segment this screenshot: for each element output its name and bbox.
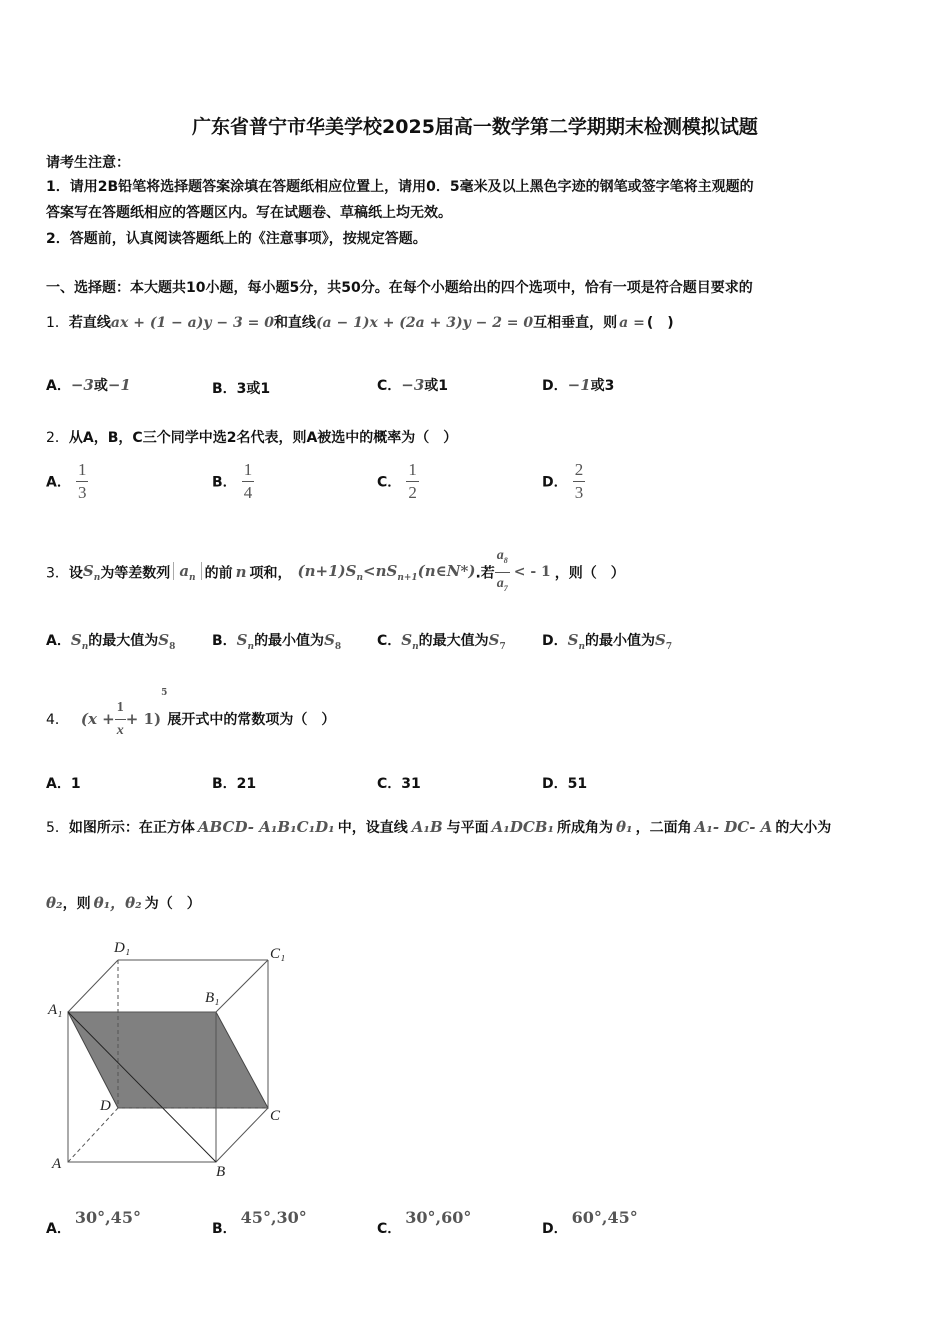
q1-text: 和直线: [273, 315, 316, 331]
numerator: 1: [115, 697, 126, 720]
option-label: C．: [377, 633, 402, 649]
theta-2: θ₂: [46, 894, 63, 912]
question-1: [46, 312, 674, 332]
label-b: B: [216, 1164, 226, 1180]
denominator: 3: [574, 483, 584, 502]
subscript: n: [247, 642, 255, 652]
label-d1: D₁: [114, 940, 131, 956]
option-math: −3: [401, 376, 425, 394]
q1-option-a[interactable]: [46, 375, 131, 395]
theta-pair: θ₁，θ₂: [93, 894, 142, 912]
option-text: 31: [401, 776, 421, 792]
notice-line-1: 1．请用2B铅笔将选择题答案涂填在答题纸相应位置上，请用0．5毫米及以上黑色字迹的钢笔或签字笔将主观题的: [46, 179, 754, 195]
s-letter: S: [655, 631, 666, 649]
option-text: 45°,30°: [240, 1208, 307, 1227]
option-text: 或3: [590, 378, 615, 394]
an-sequence: [173, 561, 201, 583]
option-math: −1: [107, 376, 131, 394]
q1-option-d[interactable]: [542, 375, 614, 395]
s-letter: S: [158, 631, 170, 649]
option-label: A．: [46, 633, 71, 649]
numerator: [495, 545, 510, 573]
numerator: 1: [406, 459, 419, 482]
subscript: n: [81, 642, 89, 652]
subscript: 8: [169, 642, 176, 652]
sn-symbol: [567, 631, 586, 652]
q4-option-a[interactable]: [46, 773, 81, 793]
line-equation-2: (a − 1)x + (2a + 3)y − 2 = 0: [315, 315, 534, 331]
s-letter: S: [401, 631, 413, 649]
q3-text: ，则（ ）: [554, 565, 625, 582]
question-number: 2．: [46, 430, 69, 446]
option-text: 或: [93, 378, 108, 394]
label-c1: C₁: [270, 946, 286, 962]
q4-option-b[interactable]: [212, 773, 256, 793]
option-text: 3或1: [236, 381, 271, 397]
cube-name: ABCD- A₁B₁C₁D₁: [197, 818, 335, 836]
option-text: 1: [70, 776, 81, 792]
subscript: 7: [665, 642, 673, 652]
q3-text: 为等差数列: [100, 565, 171, 582]
numerator: 1: [242, 459, 255, 482]
option-math: −1: [567, 376, 591, 394]
q3-text: .若: [475, 565, 495, 582]
s-letter: S: [70, 631, 82, 649]
option-text: 的最小值为: [585, 633, 656, 649]
q2-option-b[interactable]: [212, 459, 254, 504]
a-letter: a: [179, 561, 190, 580]
s-value: [655, 631, 673, 652]
s-letter: S: [488, 631, 500, 649]
inequality: < - 1: [513, 564, 551, 581]
option-text: 21: [236, 776, 257, 792]
question-number: 4．: [46, 712, 69, 728]
notice-heading: 请考生注意：: [46, 155, 130, 171]
q2-option-a[interactable]: [46, 459, 88, 504]
q2-text: 从A，B，C三个同学中选2名代表，则A被选中的概率为（ ）: [68, 430, 458, 446]
q5-text: 所成角为: [557, 820, 614, 836]
q5-option-a[interactable]: [46, 1208, 141, 1238]
denominator: 3: [77, 483, 87, 502]
fraction: [76, 459, 89, 504]
subscript: n: [93, 572, 101, 583]
subscript: n: [412, 642, 419, 652]
sn-symbol: [401, 631, 419, 652]
a-letter: a: [496, 575, 504, 591]
cond-part: (n+1)S: [297, 561, 357, 580]
q3-option-d[interactable]: [542, 630, 672, 652]
option-label: C．: [377, 1221, 402, 1237]
option-label: A．: [46, 378, 71, 394]
q1-paren: ( ): [646, 315, 674, 331]
subscript: 8: [334, 642, 342, 652]
option-label: D．: [542, 776, 568, 792]
section-heading: 一、选择题：本大题共10小题，每小题5分，共50分。在每个小题给出的四个选项中，恰有一项是符合题目要求的: [46, 280, 753, 296]
q4-option-d[interactable]: [542, 773, 587, 793]
q3-option-a[interactable]: [46, 630, 175, 652]
q5-text: 为（ ）: [144, 896, 201, 912]
question-number: 3．: [46, 565, 69, 582]
sn-symbol: [236, 631, 255, 652]
question-3: [46, 545, 625, 600]
option-label: A．: [46, 1221, 71, 1237]
q2-option-d[interactable]: [542, 459, 585, 504]
q1-option-b[interactable]: [212, 378, 270, 398]
fraction: [573, 459, 586, 504]
question-5: [46, 817, 831, 837]
q5-text: 如图所示：在正方体: [68, 820, 195, 836]
subscript: n: [356, 572, 363, 583]
q5-option-b[interactable]: [212, 1208, 307, 1238]
q5-text: 的大小为: [775, 820, 832, 836]
s-value: [158, 631, 176, 652]
s-value: [488, 631, 506, 652]
variable-a: a =: [619, 315, 645, 331]
denominator: [495, 573, 510, 600]
q1-option-c[interactable]: [377, 375, 448, 395]
question-4: [46, 688, 335, 742]
label-b1: B₁: [205, 990, 220, 1006]
question-5-cont: [46, 892, 201, 913]
edge-b1c1: [216, 960, 268, 1012]
subscript: 8: [503, 555, 508, 565]
label-c: C: [270, 1108, 281, 1124]
option-math: −3: [70, 376, 94, 394]
subscript: n+1: [397, 572, 418, 583]
question-2: [46, 427, 457, 447]
q3-text: 设: [68, 565, 83, 582]
subscript: n: [578, 642, 586, 652]
option-label: A．: [46, 474, 71, 491]
option-label: C．: [377, 378, 402, 394]
expr-part: + 1): [125, 710, 162, 728]
denominator: x: [116, 722, 124, 738]
label-a: A: [52, 1156, 62, 1172]
option-text: 或1: [424, 378, 449, 394]
q1-text: 互相垂直，则: [533, 315, 618, 331]
q5-option-d[interactable]: [542, 1208, 638, 1238]
option-text: 的最小值为: [254, 633, 325, 649]
question-number: 5．: [46, 820, 69, 836]
option-label: C．: [377, 474, 402, 491]
option-label: D．: [542, 378, 568, 394]
option-text: 30°,45°: [74, 1208, 141, 1227]
subscript: 7: [499, 642, 506, 652]
q3-text: 项和，: [249, 565, 292, 582]
subscript: 7: [503, 583, 508, 593]
numerator: 1: [76, 459, 89, 482]
option-label: B．: [212, 1221, 237, 1237]
q5-text: ，二面角: [635, 820, 692, 836]
n-symbol: n: [235, 563, 247, 582]
page-title: 广东省普宁市华美学校2025届高一数学第二学期期末检测模拟试题: [192, 116, 758, 138]
sn-symbol: [70, 631, 89, 652]
subscript: n: [189, 572, 196, 583]
numerator: 2: [573, 459, 586, 482]
denominator: 2: [408, 483, 417, 502]
fraction: [242, 459, 255, 504]
denominator: 4: [243, 483, 253, 502]
q5-text: 中，设直线: [337, 820, 408, 836]
shaded-plane: [68, 1012, 268, 1108]
q5-text: 与平面: [446, 820, 489, 836]
expr-part: (x +: [80, 710, 115, 728]
option-text: 30°,60°: [405, 1208, 472, 1227]
q3-text: 的前: [204, 565, 233, 582]
q3-option-b[interactable]: [212, 630, 341, 652]
edge-bc: [216, 1108, 268, 1162]
q1-text: 若直线: [68, 315, 111, 331]
s-letter: S: [324, 631, 335, 649]
cond-part: <nS: [363, 561, 398, 580]
edge-ad: [68, 1108, 118, 1162]
option-label: D．: [542, 474, 568, 491]
option-text: 51: [567, 776, 588, 792]
option-label: B．: [212, 633, 237, 649]
option-label: D．: [542, 1221, 568, 1237]
q5-option-c[interactable]: [377, 1208, 471, 1238]
plane-name: A₁DCB₁: [491, 818, 555, 836]
line-equation-1: ax + (1 − a)y − 3 = 0: [110, 315, 274, 331]
line-name: A₁B: [411, 818, 443, 836]
label-d: D: [100, 1098, 111, 1114]
option-label: B．: [212, 381, 237, 397]
q5-text: ，则: [62, 896, 91, 912]
q4-option-c[interactable]: [377, 773, 421, 793]
edge-a1d1: [68, 960, 118, 1012]
s-letter: S: [567, 631, 579, 649]
cond-part: (n∈N*): [417, 561, 476, 580]
label-a1: A₁: [48, 1002, 63, 1018]
ratio-fraction: [495, 545, 510, 600]
theta-1: θ₁: [616, 818, 633, 836]
q4-text: 展开式中的常数项为（ ）: [167, 712, 336, 728]
exponent: 5: [161, 688, 168, 698]
sn-symbol: [82, 561, 101, 583]
fraction: [406, 459, 419, 504]
option-text: 的最大值为: [88, 633, 159, 649]
a-letter: a: [496, 548, 504, 563]
option-label: A．: [46, 776, 71, 792]
option-label: D．: [542, 633, 568, 649]
dihedral-name: A₁- DC- A: [694, 818, 773, 836]
option-label: B．: [212, 776, 237, 792]
condition-inequality: [297, 561, 476, 583]
q2-option-c[interactable]: [377, 459, 419, 504]
notice-line-2: 2．答题前，认真阅读答题纸上的《注意事项》，按规定答题。: [46, 231, 427, 247]
option-text: 60°,45°: [571, 1208, 638, 1227]
s-letter: S: [82, 561, 94, 580]
notice-line-1b: 答案写在答题纸相应的答题区内。写在试题卷、草稿纸上均无效。: [46, 205, 452, 221]
s-value: [324, 631, 342, 652]
option-label: B．: [212, 474, 237, 491]
option-label: C．: [377, 776, 402, 792]
fraction: [115, 697, 126, 742]
s-letter: S: [236, 631, 248, 649]
q3-option-c[interactable]: [377, 630, 506, 652]
question-number: 1．: [46, 315, 69, 331]
cube-figure: [40, 930, 300, 1185]
option-text: 的最大值为: [418, 633, 489, 649]
